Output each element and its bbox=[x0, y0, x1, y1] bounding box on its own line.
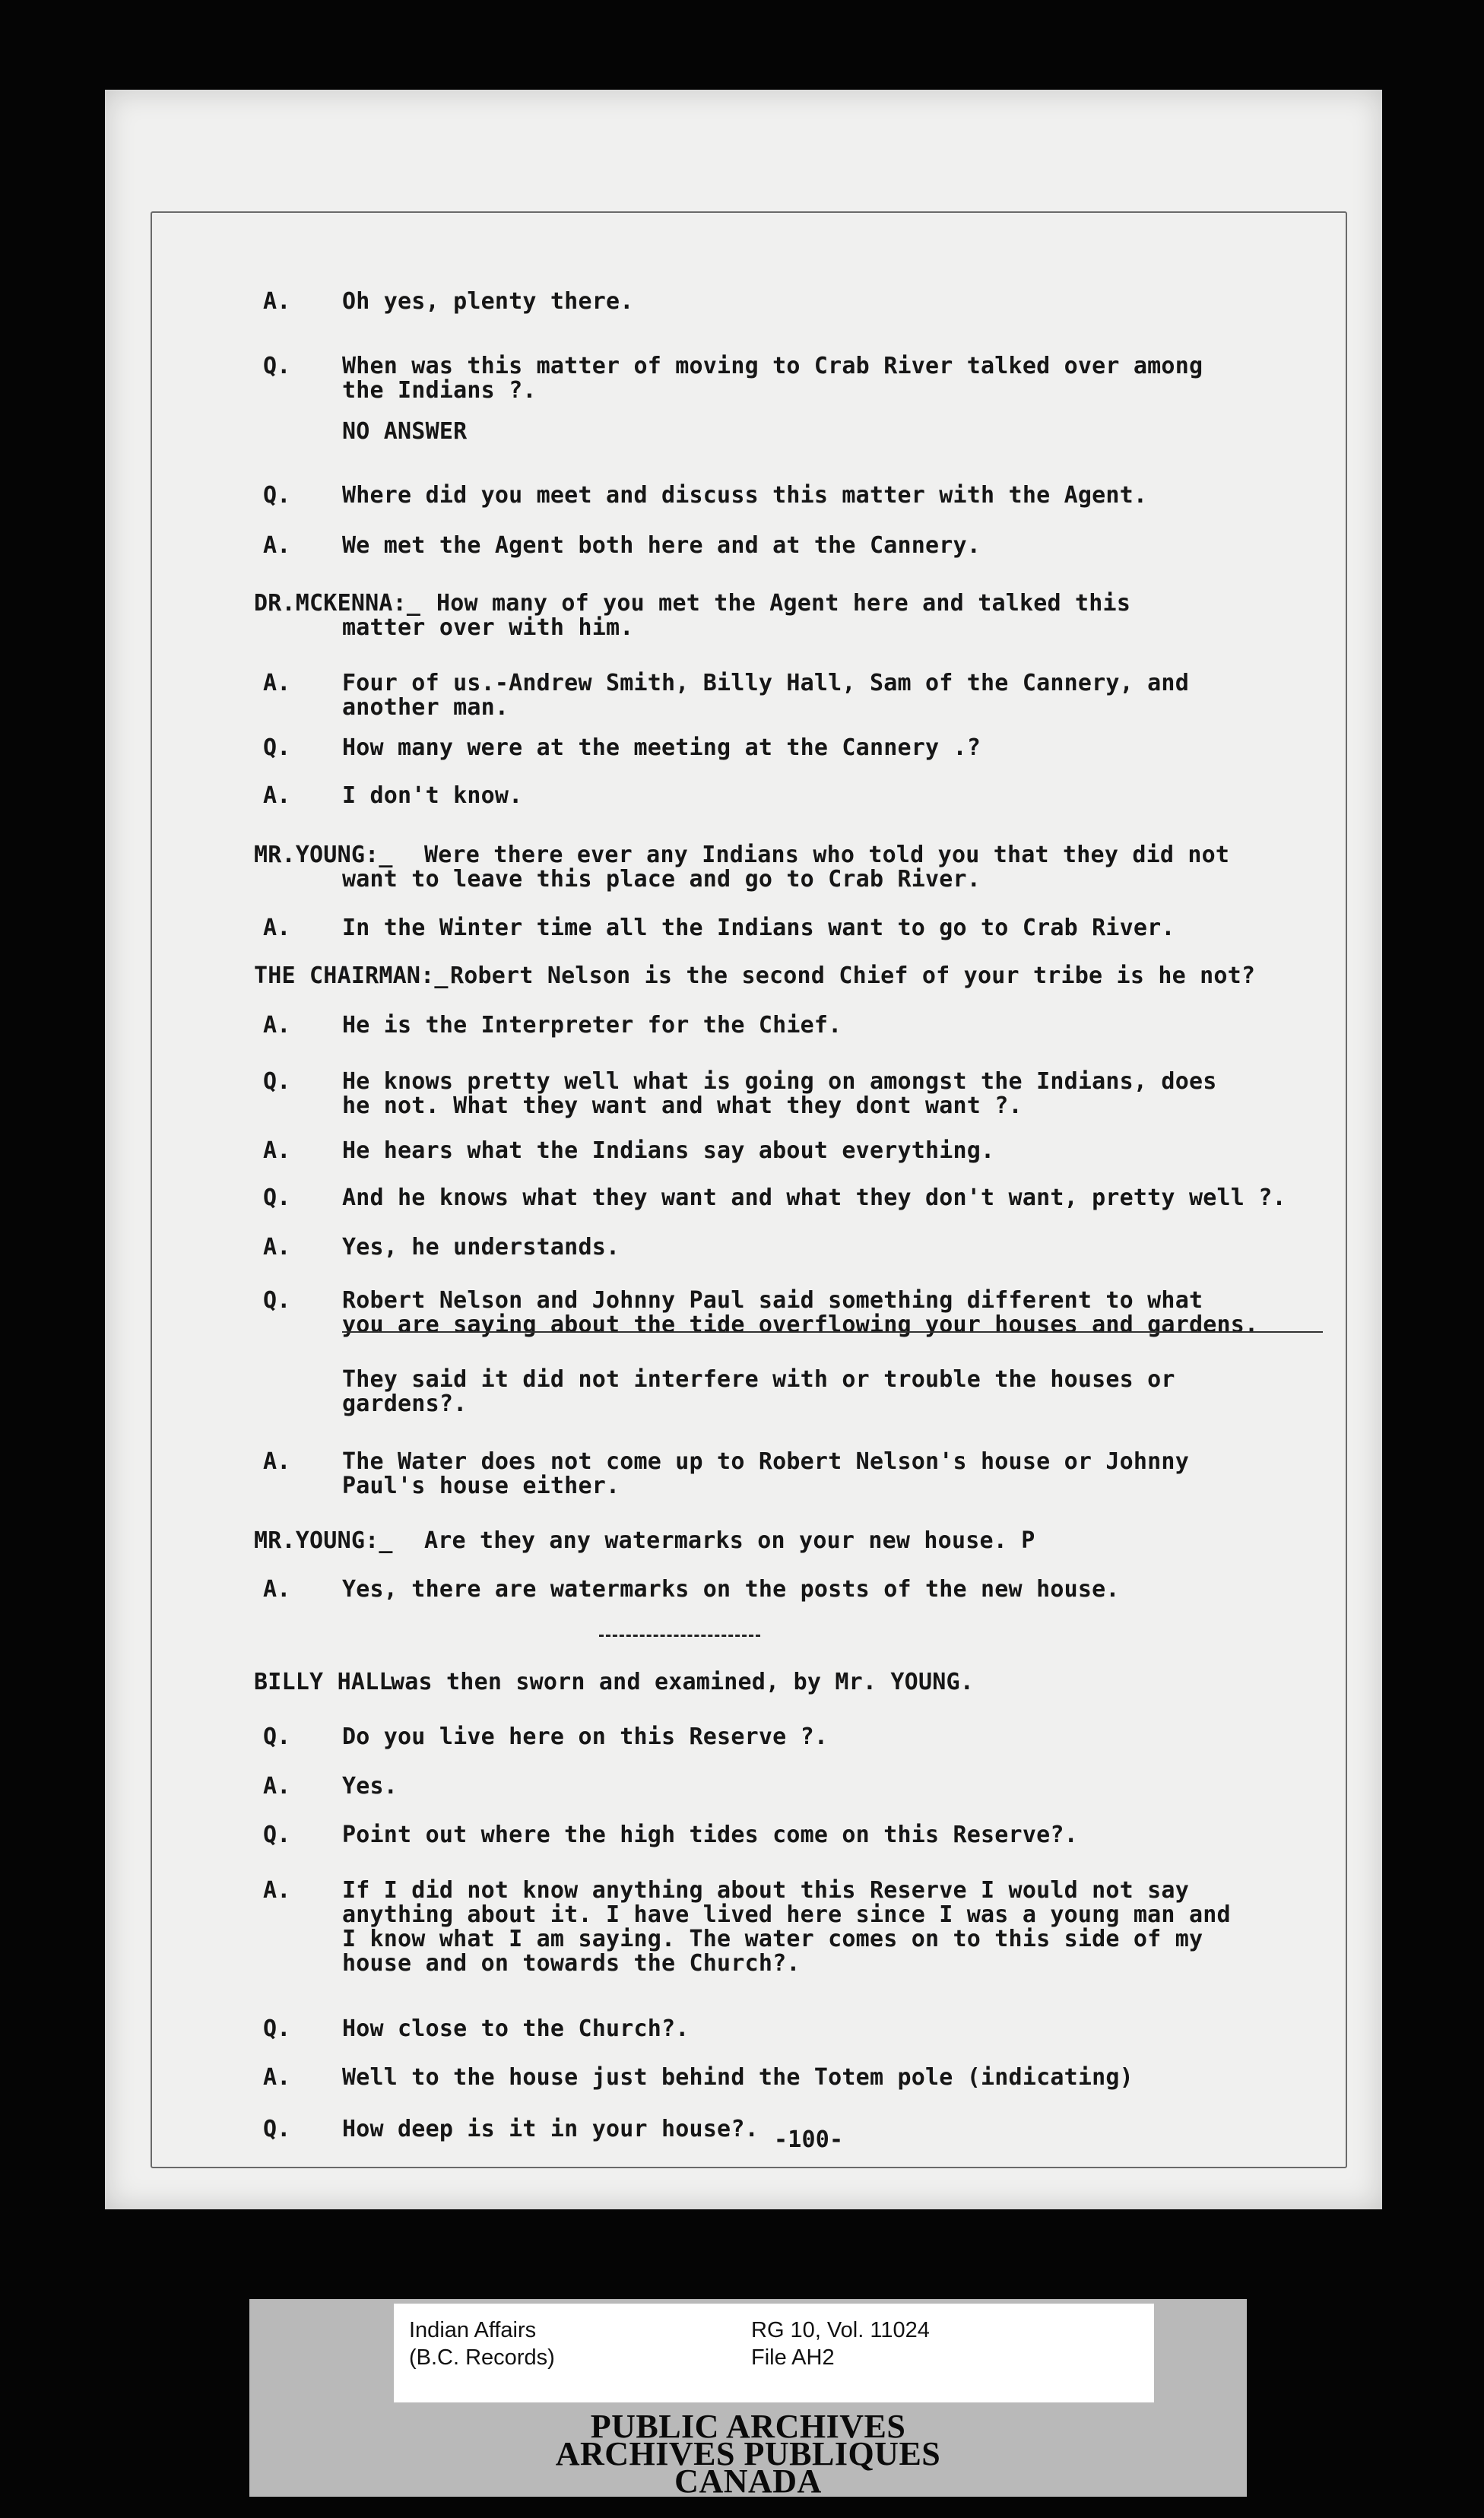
transcript-line: He knows pretty well what is going on amongst the Indians, does bbox=[342, 1068, 1217, 1095]
stamp-line-2: ARCHIVES PUBLIQUES bbox=[555, 2435, 941, 2472]
document-page bbox=[105, 90, 1382, 2209]
speaker-question: Were there ever any Indians who told you that they did not bbox=[424, 842, 1230, 868]
answer-marker: A. bbox=[263, 915, 291, 941]
answer-marker: A. bbox=[263, 1576, 291, 1603]
transcript-line: NO ANSWER bbox=[342, 418, 468, 445]
answer-marker: A. bbox=[263, 782, 291, 809]
answer-marker: A. bbox=[263, 1773, 291, 1800]
speaker-label: MR.YOUNG:_ bbox=[254, 842, 393, 868]
answer-marker: A. bbox=[263, 2064, 291, 2091]
answer-marker: A. bbox=[263, 1012, 291, 1039]
transcript-line: matter over with him. bbox=[342, 614, 634, 641]
speaker-question: How many of you met the Agent here and talked this bbox=[436, 590, 1131, 617]
transcript-line: They said it did not interfere with or trouble the houses or bbox=[342, 1366, 1175, 1393]
answer-marker: A. bbox=[263, 1448, 291, 1475]
transcript-line: Well to the house just behind the Totem pole (indicating) bbox=[342, 2064, 1134, 2091]
transcript-line: Yes. bbox=[342, 1773, 398, 1800]
question-marker: Q. bbox=[263, 1822, 291, 1848]
answer-marker: A. bbox=[263, 1234, 291, 1261]
transcript-line: Paul's house either. bbox=[342, 1473, 620, 1499]
question-marker: Q. bbox=[263, 1724, 291, 1750]
archive-label bbox=[249, 2299, 1247, 2500]
transcript-line: I don't know. bbox=[342, 782, 523, 809]
transcript-line: anything about it. I have lived here since I was a young man and bbox=[342, 1901, 1231, 1928]
speaker-label: MR.YOUNG:_ bbox=[254, 1527, 393, 1554]
transcript-line: Where did you meet and discuss this matter with the Agent. bbox=[342, 482, 1148, 509]
transcript-line: Oh yes, plenty there. bbox=[342, 288, 634, 315]
transcript-line: he not. What they want and what they dont want ?. bbox=[342, 1093, 1023, 1119]
answer-marker: A. bbox=[263, 1137, 291, 1164]
transcript-line: How close to the Church?. bbox=[342, 2015, 690, 2042]
transcript-line: The Water does not come up to Robert Nelson's house or Johnny bbox=[342, 1448, 1189, 1475]
speaker-question: Robert Nelson is the second Chief of your tribe is he not? bbox=[450, 962, 1256, 989]
transcript-line: gardens?. bbox=[342, 1391, 468, 1417]
transcript-line: Yes, he understands. bbox=[342, 1234, 620, 1261]
answer-marker: A. bbox=[263, 288, 291, 315]
answer-marker: A. bbox=[263, 670, 291, 696]
question-marker: Q. bbox=[263, 353, 291, 379]
transcript-line: Four of us.-Andrew Smith, Billy Hall, Sam of the Cannery, and bbox=[342, 670, 1189, 696]
transcript-body bbox=[105, 90, 1382, 2209]
transcript-line: And he knows what they want and what they don't want, pretty well ?. bbox=[342, 1184, 1286, 1211]
transcript-line: Yes, there are watermarks on the posts of the new house. bbox=[342, 1576, 1120, 1603]
page-number: -100- bbox=[774, 2126, 844, 2153]
transcript-line: want to leave this place and go to Crab River. bbox=[342, 866, 981, 893]
transcript-line: When was this matter of moving to Crab River talked over among bbox=[342, 353, 1203, 379]
transcript-line: Do you live here on this Reserve ?. bbox=[342, 1724, 829, 1750]
transcript-line: the Indians ?. bbox=[342, 377, 537, 404]
label-card bbox=[394, 2304, 1154, 2402]
transcript-line: We met the Agent both here and at the Cannery. bbox=[342, 532, 981, 559]
transcript-line: Robert Nelson and Johnny Paul said something different to what bbox=[342, 1287, 1203, 1314]
label-volume: RG 10, Vol. 11024 bbox=[751, 2318, 930, 2342]
speaker-label: BILLY HALL bbox=[254, 1669, 393, 1695]
transcript-line: If I did not know anything about this Reserve I would not say bbox=[342, 1877, 1189, 1904]
question-marker: Q. bbox=[263, 1287, 291, 1314]
transcript-line: you are saying about the tide overflowing your houses and gardens. bbox=[342, 1311, 1259, 1338]
transcript-line: He hears what the Indians say about everything. bbox=[342, 1137, 995, 1164]
transcript-line: He is the Interpreter for the Chief. bbox=[342, 1012, 842, 1039]
label-series: (B.C. Records) bbox=[409, 2345, 555, 2370]
handwritten-underline bbox=[342, 1331, 1323, 1333]
question-marker: Q. bbox=[263, 482, 291, 509]
label-file: File AH2 bbox=[751, 2345, 835, 2370]
transcript-line: In the Winter time all the Indians want to go to Crab River. bbox=[342, 915, 1175, 941]
transcript-line: How deep is it in your house?. bbox=[342, 2116, 759, 2142]
transcript-line: I know what I am saying. The water comes on to this side of my bbox=[342, 1926, 1203, 1952]
question-marker: Q. bbox=[263, 2015, 291, 2042]
transcript-line: Point out where the high tides come on this Reserve?. bbox=[342, 1822, 1078, 1848]
question-marker: Q. bbox=[263, 1184, 291, 1211]
answer-marker: A. bbox=[263, 1877, 291, 1904]
stamp-line-1: PUBLIC ARCHIVES bbox=[590, 2408, 906, 2445]
question-marker: Q. bbox=[263, 2116, 291, 2142]
question-marker: Q. bbox=[263, 734, 291, 761]
transcript-line: house and on towards the Church?. bbox=[342, 1950, 801, 1977]
question-marker: Q. bbox=[263, 1068, 291, 1095]
stamp-line-3: CANADA bbox=[674, 2463, 822, 2500]
speaker-label: DR.MCKENNA:_ bbox=[254, 590, 421, 617]
speaker-question: Are they any watermarks on your new house. P bbox=[424, 1527, 1035, 1554]
speaker-label: THE CHAIRMAN:_ bbox=[254, 962, 449, 989]
transcript-line: How many were at the meeting at the Cannery .? bbox=[342, 734, 981, 761]
label-fonds: Indian Affairs bbox=[409, 2318, 537, 2342]
transcript-line: another man. bbox=[342, 694, 509, 721]
speaker-question: was then sworn and examined, by Mr. YOUNG. bbox=[391, 1669, 974, 1695]
section-divider bbox=[599, 1635, 760, 1637]
answer-marker: A. bbox=[263, 532, 291, 559]
